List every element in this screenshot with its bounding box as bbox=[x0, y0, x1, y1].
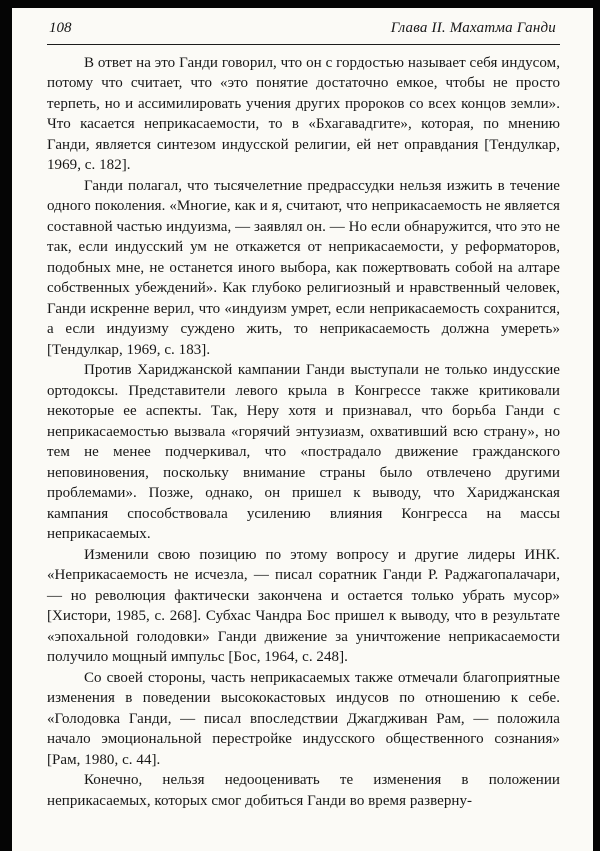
chapter-running-head: Глава II. Махатма Ганди bbox=[390, 20, 556, 36]
paragraph-3: Против Хариджанской кампании Ганди выступали не только индусские ортодоксы. Представители левого крыла в Конгрессе также критиковали некоторые ее аспекты. Так, Неру хотя и признавал, что борьба Ганди с неприкасаемостью вызвала «горячий энтузиазм, охвативший всю страну», но тем не менее подчеркивал, что «пострадало движение гражданского неповиновения, поскольку внимание страны было отвлечено другими проблемами». Позже, однако, он пришел к выводу, что Хариджанская кампания способствовала усилению влияния Конгресса на массы неприкасаемых. bbox=[47, 362, 560, 543]
paragraph-2: Ганди полагал, что тысячелетние предрассудки нельзя изжить в течение одного поколения. «Многие, как и я, считают, что неприкасаемость не является составной частью индуизма, — заявлял он. — Но если обнаружится, что это не так, если индусский ум не откажется от неприкасаемости, у реформаторов, подобных мне, не останется иного выбора, как пожертвовать собой на алтаре собственных убеждений». Как глубоко религиозный и нравственный человек, Ганди искренне верил, что «индуизм умрет, если неприкасаемость сохранится, а если индуизму суждено жить, то неприкасаемость должна умереть» [Тендулкар, 1969, с. 183]. bbox=[47, 177, 560, 358]
body-text bbox=[47, 53, 560, 812]
header-rule bbox=[47, 44, 560, 45]
paragraph-1: В ответ на это Ганди говорил, что он с гордостью называет себя индусом, потому что считает, что «это понятие достаточно емкое, чтобы не просто терпеть, но и ассимилировать учения других пророков со всех концов земли». Что касается неприкасаемости, то в «Бхагавадгите», которая, по мнению Ганди, является синтезом индусской религии, ей нет оправдания [Тендулкар, 1969, с. 182]. bbox=[47, 54, 560, 174]
running-header bbox=[47, 19, 560, 38]
book-page bbox=[12, 8, 593, 851]
paragraph-6: Конечно, нельзя недооценивать те изменения в положении неприкасаемых, которых смог добиться Ганди во время разверну- bbox=[47, 772, 560, 809]
page-number: 108 bbox=[49, 20, 72, 36]
page-content-area bbox=[12, 8, 593, 811]
paragraph-4: Изменили свою позицию по этому вопросу и другие лидеры ИНК. «Неприкасаемость не исчезла, — писал соратник Ганди Р. Раджагопалачари, — но революция фактически закончена и остается только убрать мусор» [Хистори, 1985, с. 268]. Субхас Чандра Бос пришел к выводу, что в результате «эпохальной голодовки» Ганди движение за уничтожение неприкасаемости получило мощный импульс [Бос, 1964, с. 248]. bbox=[47, 546, 560, 666]
paragraph-5: Со своей стороны, часть неприкасаемых также отмечали благоприятные изменения в поведении высококастовых индусов по отношению к себе. «Голодовка Ганди, — писал впоследствии Джагдживан Рам, — положила начало эмоциональной перестройке индусского общественного сознания» [Рам, 1980, с. 44]. bbox=[47, 669, 560, 768]
